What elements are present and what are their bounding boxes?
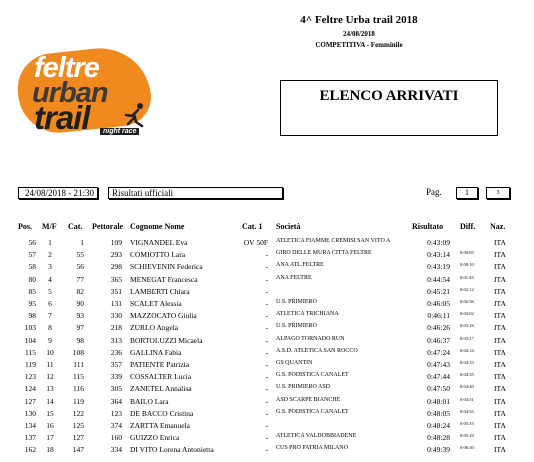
cell-cat: 1: [80, 238, 84, 247]
cell-societa: ATLETICA FIAMME CREMISI SAN VITO A: [276, 238, 391, 244]
cell-mf: 5: [48, 286, 52, 296]
cell-cat1: -: [265, 433, 268, 443]
cell-diff: 0:05:15: [460, 421, 474, 426]
cell-cat1: -: [265, 347, 268, 357]
table-row: [0, 323, 534, 334]
cell-name: MAZZOCATO Giulia: [130, 311, 197, 321]
cell-pos: 119: [25, 360, 36, 369]
cell-pos: 85: [28, 286, 36, 296]
cell-pos: 134: [24, 421, 36, 430]
cell-naz: ITA: [494, 250, 506, 260]
header-mf: M/F: [42, 222, 57, 231]
cell-cat: 98: [76, 335, 84, 345]
table-row: [0, 262, 534, 273]
cell-risultato: 0:48:28: [427, 433, 450, 443]
cell-naz: ITA: [494, 384, 506, 394]
cell-pos: 127: [24, 396, 36, 406]
cell-risultato: 0:48:05: [427, 408, 450, 418]
cell-risultato: 0:46:11: [427, 311, 450, 321]
cell-name: DE BACCO Cristina: [130, 408, 194, 418]
cell-societa: GIRO DELLE MURA CITTA FELTRE: [276, 250, 372, 257]
cell-societa: ASD SCARPE BIANCHE: [276, 396, 341, 403]
cell-cat: 115: [73, 372, 84, 382]
cell-pettorale: 123: [110, 408, 122, 418]
cell-pettorale: 364: [110, 396, 122, 406]
cell-pos: 130: [24, 408, 36, 418]
cell-diff: 0:04:40: [460, 384, 474, 390]
cell-pos: 104: [24, 335, 36, 345]
cell-societa: CUS PRO PATRIA MILANO: [276, 445, 348, 452]
logo-tagline: night race: [100, 128, 139, 135]
cell-cat: 108: [72, 347, 84, 357]
cell-risultato: 0:47:24: [427, 347, 450, 357]
cell-risultato: 0:43:09: [427, 238, 450, 247]
cell-name: ZANETEL Annalisa: [130, 384, 192, 394]
cell-pos: 162: [24, 445, 36, 455]
cell-name: COMIOTTO Lara: [130, 250, 186, 260]
cell-pettorale: 109: [110, 238, 122, 247]
cell-naz: ITA: [494, 347, 506, 357]
cell-cat: 122: [72, 408, 84, 418]
cell-cat1: -: [265, 311, 268, 321]
cell-naz: ITA: [494, 372, 506, 382]
cell-pettorale: 330: [110, 311, 122, 321]
cell-risultato: 0:49:39: [427, 445, 450, 455]
cell-risultato: 0:43:19: [427, 262, 450, 272]
table-row: [0, 409, 534, 420]
logo-word-trail: trail: [34, 99, 90, 136]
cell-diff: 0:04:55: [460, 408, 474, 414]
cell-mf: 8: [48, 323, 52, 333]
page-total: 3: [486, 187, 510, 199]
cell-mf: 11: [46, 360, 54, 369]
table-row: [0, 336, 534, 347]
cell-pos: 58: [28, 262, 36, 272]
table-row: [0, 299, 534, 310]
cell-societa: G.S. PODISTICA CANALET: [276, 408, 349, 415]
cell-societa: G.S. PODISTICA CANALET: [276, 372, 349, 379]
runner-icon: [122, 102, 148, 128]
table-row: [0, 238, 534, 249]
cell-risultato: 0:48:01: [427, 396, 450, 406]
report-datetime: 24/08/2018 - 21:30: [18, 187, 98, 199]
cell-pettorale: 131: [110, 299, 122, 308]
header-cat: Cat.: [68, 222, 83, 231]
cell-cat1: -: [265, 335, 268, 345]
cell-pos: 103: [24, 323, 36, 333]
cell-pettorale: 357: [110, 360, 122, 369]
cell-pos: 95: [28, 299, 36, 308]
table-row: [0, 445, 534, 456]
cell-mf: 18: [46, 445, 54, 455]
cell-pos: 57: [28, 250, 36, 260]
table-row: [0, 348, 534, 359]
cell-mf: 6: [48, 299, 52, 308]
cell-diff: 0:00:05: [460, 250, 474, 256]
cell-cat1: -: [265, 262, 268, 272]
table-row: [0, 372, 534, 383]
cell-diff: 0:04:51: [460, 396, 474, 402]
cell-naz: ITA: [494, 335, 506, 345]
cell-pettorale: 218: [110, 323, 122, 333]
cell-mf: 4: [48, 274, 52, 284]
event-category: COMPETITIVA - Femminile: [315, 41, 403, 49]
cell-diff: 0:00:10: [460, 262, 474, 268]
table-row: [0, 421, 534, 432]
cell-cat: 56: [76, 262, 84, 272]
cell-risultato: 0:46:37: [427, 335, 450, 345]
cell-mf: 7: [48, 311, 52, 321]
cell-diff: 0:02:12: [460, 286, 474, 292]
cell-naz: ITA: [494, 274, 506, 284]
cell-cat: 147: [72, 445, 84, 455]
cell-pettorale: 305: [110, 384, 122, 394]
cell-cat1: -: [265, 274, 268, 284]
cell-name: MENEGAT Francesca: [130, 274, 198, 284]
cell-pos: 124: [24, 384, 36, 394]
cell-naz: ITA: [494, 286, 506, 296]
cell-risultato: 0:47:43: [427, 360, 450, 369]
cell-name: SCHIEVENIN Federica: [130, 262, 203, 272]
cell-cat1: -: [265, 384, 268, 394]
cell-diff: 0:05:19: [460, 433, 474, 439]
cell-diff: 0:02:56: [460, 299, 474, 304]
header-societa: Società: [276, 222, 301, 231]
cell-name: ZARTTA Emanuela: [130, 421, 190, 430]
cell-name: LAMBERTI Chiara: [130, 286, 190, 296]
page-current: 1: [456, 187, 478, 199]
cell-mf: 3: [48, 262, 52, 272]
cell-naz: ITA: [494, 262, 506, 272]
header-cat1: Cat. 1: [242, 222, 263, 231]
cell-cat1: -: [265, 421, 268, 430]
cell-societa: ATLETICA VALDOBBIADENE: [276, 433, 357, 440]
cell-pettorale: 351: [110, 286, 122, 296]
cell-naz: ITA: [494, 360, 506, 369]
cell-mf: 14: [46, 396, 54, 406]
header-diff: Diff.: [460, 222, 476, 231]
cell-risultato: 0:46:26: [427, 323, 450, 333]
cell-naz: ITA: [494, 421, 506, 430]
page-label: Pag.: [426, 187, 442, 197]
cell-name: COSSALTER Lucia: [130, 372, 192, 382]
cell-cat: 82: [76, 286, 84, 296]
table-row: [0, 433, 534, 444]
cell-pettorale: 160: [110, 433, 122, 443]
cell-name: ZURLO Angela: [130, 323, 179, 333]
cell-name: PATIENTE Patrizia: [130, 360, 190, 369]
cell-mf: 17: [46, 433, 54, 443]
cell-societa: A.S.D. ATLETICA SAN ROCCO: [276, 347, 358, 354]
cell-risultato: 0:45:21: [427, 286, 450, 296]
event-title: 4^ Feltre Urba trail 2018: [300, 14, 418, 26]
report-title: ELENCO ARRIVATI: [319, 88, 459, 104]
cell-name: BORTOLUZZI Micaela: [130, 335, 203, 345]
cell-name: BAILO Lara: [130, 396, 169, 406]
cell-cat1: -: [265, 372, 268, 382]
cell-societa: GS QUANTIN: [276, 360, 313, 366]
cell-cat: 55: [76, 250, 84, 260]
cell-cat1: OV 50F: [243, 238, 268, 247]
cell-pettorale: 313: [110, 335, 122, 345]
cell-cat: 111: [73, 360, 84, 369]
cell-pettorale: 293: [110, 250, 122, 260]
cell-societa: U.S. PRIMIERO ASD: [276, 384, 331, 391]
cell-naz: ITA: [494, 408, 506, 418]
header-name: Cognome Nome: [130, 222, 185, 231]
cell-pos: 98: [28, 311, 36, 321]
logo-word-feltre: feltre: [34, 52, 99, 84]
cell-name: VIGNANDEL Eva: [130, 238, 188, 247]
cell-naz: ITA: [494, 299, 506, 308]
cell-name: DI VITO Lorena Antonietta: [130, 445, 214, 455]
cell-mf: 10: [46, 347, 54, 357]
cell-diff: 0:03:27: [460, 335, 474, 341]
header-pettorale: Pettorale: [92, 222, 124, 231]
cell-societa: ALPAGO TORNADO RUN: [276, 335, 345, 342]
cell-diff: 0:04:35: [460, 372, 474, 378]
cell-naz: ITA: [494, 433, 506, 443]
header-naz: Naz.: [490, 222, 506, 231]
cell-societa: ATLETICA TRICHIANA: [276, 311, 339, 318]
results-status: Risultati ufficiali: [108, 187, 283, 199]
table-row: [0, 275, 534, 286]
cell-societa: U.S. PRIMIERO: [276, 323, 317, 330]
cell-name: SCALET Alessia: [130, 299, 182, 308]
cell-mf: 16: [46, 421, 54, 430]
table-row: [0, 250, 534, 261]
cell-cat1: -: [265, 250, 268, 260]
cell-pos: 123: [24, 372, 36, 382]
report-title-box: [280, 80, 498, 136]
table-row: [0, 311, 534, 322]
cell-mf: 1: [48, 238, 52, 247]
cell-pettorale: 374: [110, 421, 122, 430]
cell-diff: 0:06:30: [460, 445, 474, 451]
cell-mf: 9: [48, 335, 52, 345]
table-row: [0, 287, 534, 298]
cell-risultato: 0:46:05: [427, 299, 450, 308]
cell-risultato: 0:48:24: [427, 421, 450, 430]
cell-cat: 97: [76, 323, 84, 333]
cell-pos: 80: [28, 274, 36, 284]
cell-pettorale: 236: [110, 347, 122, 357]
cell-naz: ITA: [494, 445, 506, 455]
event-logo: [12, 44, 162, 142]
cell-diff: 0:01:45: [460, 274, 474, 280]
cell-cat1: -: [265, 360, 268, 369]
cell-diff: 0:04:33: [460, 360, 474, 365]
cell-mf: 15: [46, 408, 54, 418]
cell-pettorale: 365: [110, 274, 122, 284]
cell-pettorale: 334: [110, 445, 122, 455]
cell-diff: 0:03:16: [460, 323, 474, 329]
cell-risultato: 0:43:14: [427, 250, 450, 260]
cell-cat: 125: [72, 421, 84, 430]
cell-societa: ANA FELTRE: [276, 274, 312, 281]
cell-societa: ANA ATL.FELTRE: [276, 262, 324, 269]
cell-cat: 116: [73, 384, 84, 394]
cell-cat: 127: [72, 433, 84, 443]
cell-naz: ITA: [494, 396, 506, 406]
cell-naz: ITA: [494, 323, 506, 333]
cell-risultato: 0:47:44: [427, 372, 450, 382]
cell-cat1: -: [265, 299, 268, 308]
cell-pettorale: 339: [110, 372, 122, 382]
cell-diff: 0:03:02: [460, 311, 474, 317]
cell-cat: 119: [73, 396, 84, 406]
cell-mf: 12: [46, 372, 54, 382]
cell-name: GUIZZO Enrica: [130, 433, 180, 443]
cell-diff: 0:04:14: [460, 347, 474, 353]
table-row: [0, 360, 534, 371]
cell-cat1: -: [265, 396, 268, 406]
table-row: [0, 384, 534, 395]
header-pos: Pos.: [18, 222, 32, 231]
cell-mf: 13: [46, 384, 54, 394]
cell-risultato: 0:47:50: [427, 384, 450, 394]
cell-name: GALLINA Fabia: [130, 347, 182, 357]
cell-naz: ITA: [494, 311, 506, 321]
table-row: [0, 397, 534, 408]
cell-pos: 137: [24, 433, 36, 443]
cell-cat1: -: [265, 286, 268, 296]
cell-cat: 77: [76, 274, 84, 284]
cell-pettorale: 298: [110, 262, 122, 272]
cell-cat: 93: [76, 311, 84, 321]
cell-pos: 56: [28, 238, 36, 247]
cell-risultato: 0:44:54: [427, 274, 450, 284]
cell-societa: U.S. PRIMIERO: [276, 299, 317, 305]
cell-mf: 2: [48, 250, 52, 260]
cell-pos: 115: [25, 347, 36, 357]
header-risultato: Risultato: [412, 222, 444, 231]
cell-cat: 90: [76, 299, 84, 308]
cell-naz: ITA: [494, 238, 506, 247]
logo-word-urban: urban: [32, 77, 108, 109]
event-date: 24/08/2018: [343, 30, 375, 38]
cell-cat1: -: [265, 445, 268, 455]
cell-cat1: -: [265, 323, 268, 333]
cell-cat1: -: [265, 408, 268, 418]
